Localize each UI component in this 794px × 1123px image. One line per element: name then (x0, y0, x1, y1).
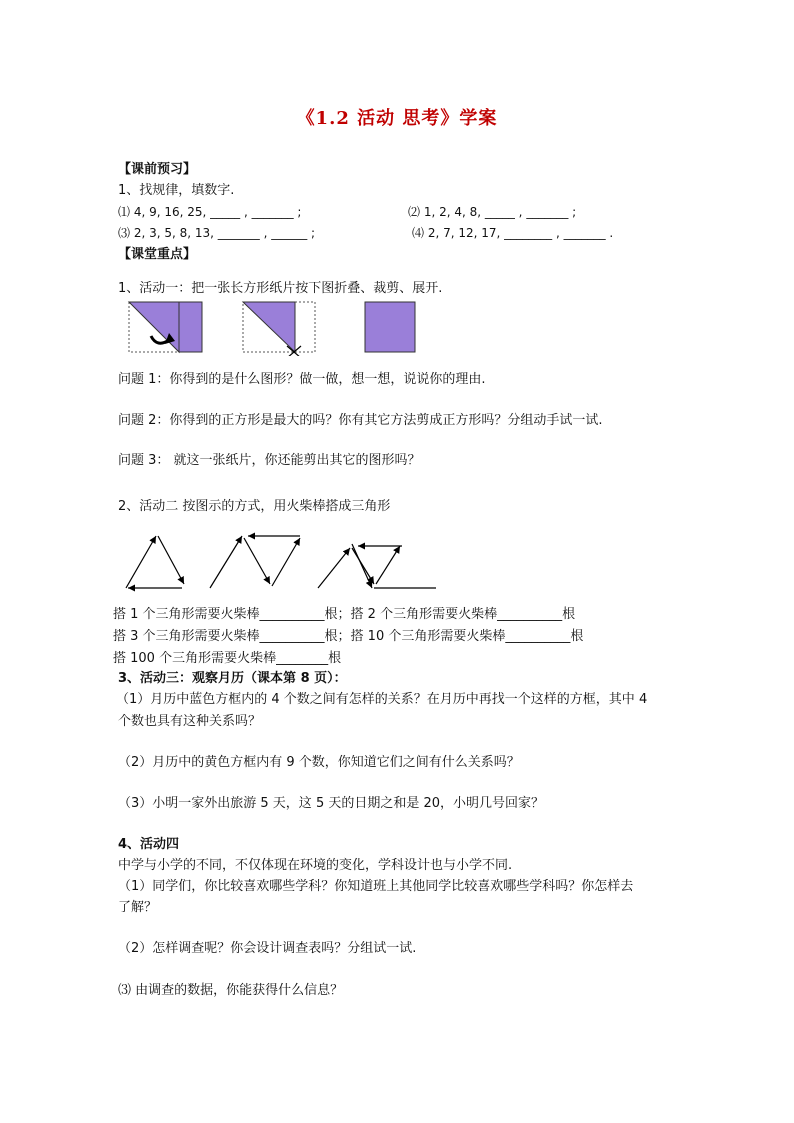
focus-header: 【课堂重点】 (118, 247, 197, 262)
activity-1-title: 1、活动一：把一张长方形纸片按下图折叠、裁剪、展开. (118, 281, 443, 296)
question-1: 问题 1：你得到的是什么图形？做一做，想一想，说说你的理由. (118, 372, 486, 387)
sequence-4: ⑷ 2, 7, 12, 17, ________ , _______ . (412, 226, 614, 240)
survey-q2: （2）怎样调查呢？你会设计调查表吗？分组试一试. (118, 941, 417, 956)
question-2: 问题 2：你得到的正方形是最大的吗？你有其它方法剪成正方形吗？分组动手试一试. (118, 413, 603, 428)
fold-step-3-square (365, 302, 415, 352)
sequence-1: ⑴ 4, 9, 16, 25, _____ , _______ ; (118, 205, 302, 219)
calendar-q1-line1: （1）月历中蓝色方框内的 4 个数之间有怎样的关系？在月历中再找一个这样的方框，其中 4 (116, 692, 648, 707)
fold-step-1 (129, 302, 202, 352)
activity-4-intro: 中学与小学的不同，不仅体现在环境的变化，学科设计也与小学不同. (118, 858, 513, 873)
page-title: 《1.2 活动 思考》学案 (296, 108, 498, 129)
matchstick-figure (118, 530, 448, 595)
three-triangles (318, 544, 436, 588)
one-triangle (126, 536, 184, 588)
matchstick-line-1: 搭 1 个三角形需要火柴棒__________根；搭 2 个三角形需要火柴棒__________根 (113, 607, 576, 622)
question-3: 问题 3： 就这一张纸片，你还能剪出其它的图形吗？ (118, 453, 421, 468)
preview-header: 【课前预习】 (118, 162, 197, 177)
activity-4-title: 4、活动四 (118, 837, 180, 852)
activity-3-title: 3、活动三：观察月历（课本第 8 页）： (118, 671, 347, 686)
survey-q3: ⑶ 由调查的数据，你能获得什么信息？ (118, 983, 344, 998)
survey-q1-line2: 了解？ (118, 900, 158, 915)
activity-2-title: 2、活动二 按图示的方式，用火柴棒搭成三角形 (118, 499, 391, 514)
matchstick-line-3: 搭 100 个三角形需要火柴棒________根 (113, 651, 342, 666)
calendar-q2: （2）月历中的黄色方框内有 9 个数，你知道它们之间有什么关系吗？ (118, 755, 520, 770)
calendar-q1-line2: 个数也具有这种关系吗？ (118, 714, 262, 729)
paper-folding-figure (125, 300, 425, 356)
sequence-2: ⑵ 1, 2, 4, 8, _____ , _______ ; (408, 205, 577, 219)
calendar-q3: （3）小明一家外出旅游 5 天，这 5 天的日期之和是 20，小明几号回家？ (118, 796, 545, 811)
sequence-3: ⑶ 2, 3, 5, 8, 13, _______ , ______ ; (118, 226, 316, 240)
two-triangles (210, 536, 300, 588)
survey-q1-line1: （1）同学们，你比较喜欢哪些学科？你知道班上其他同学比较喜欢哪些学科吗？你怎样去 (118, 879, 634, 894)
fold-step-2 (243, 302, 315, 356)
matchstick-line-2: 搭 3 个三角形需要火柴棒__________根；搭 10 个三角形需要火柴棒__________根 (113, 629, 584, 644)
preview-question: 1、找规律，填数字. (118, 183, 235, 198)
